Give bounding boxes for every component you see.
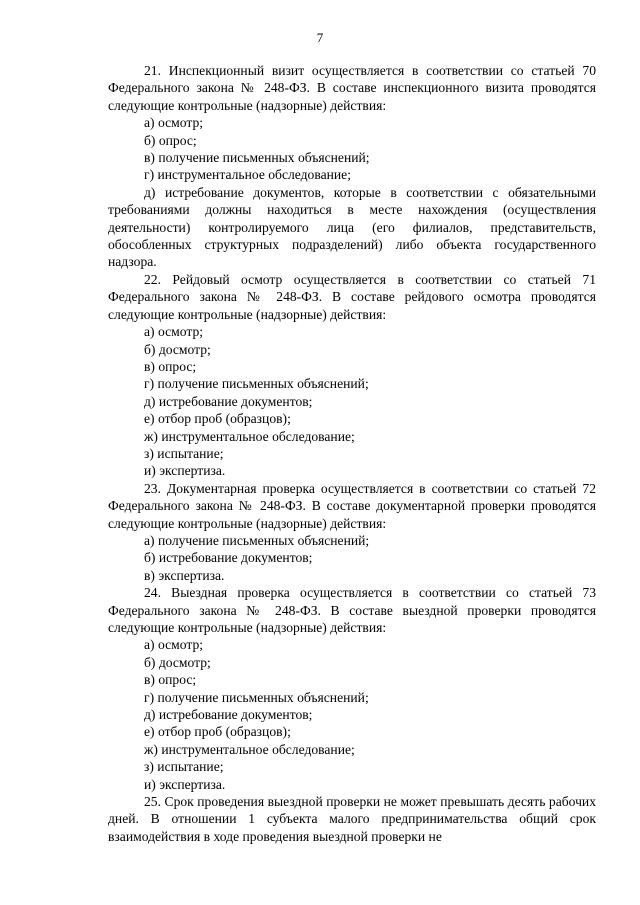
document-body: [108, 62, 596, 845]
paragraph: 24. Выездная проверка осуществляется в соответствии со статьей 73 Федерального закона № 248-ФЗ. В составе выездной проверки проводятся следующие контрольные (надзорные) действия:: [108, 585, 596, 635]
list-item: и) экспертиза.: [144, 463, 226, 479]
list-item: б) досмотр;: [144, 341, 211, 357]
list-item: е) отбор проб (образцов);: [144, 411, 291, 427]
list-item: е) отбор проб (образцов);: [144, 724, 291, 740]
list-item: в) опрос;: [144, 672, 197, 688]
list-item: а) осмотр;: [144, 115, 204, 131]
paragraph: 25. Срок проведения выездной проверки не может превышать десять рабочих дней. В отношении 1 субъекта малого предпринимательства общий срок взаимодействия в ходе проведения выездной проверки не: [108, 794, 596, 844]
list-item: з) испытание;: [144, 445, 224, 461]
list-item: а) осмотр;: [144, 637, 204, 653]
list-item: д) истребование документов, которые в соответствии с обязательными требованиями должны находиться в месте нахождения (осуществления деятельности) контролируемого лица (его филиалов, представительств, обособленных структурных подразделений) либо объекта государственного надзора.: [108, 184, 596, 270]
list-item: г) инструментальное обследование;: [144, 167, 351, 183]
list-item: б) истребование документов;: [144, 550, 313, 566]
list-item: з) испытание;: [144, 759, 224, 775]
list-item: д) истребование документов;: [144, 393, 313, 409]
list-item: ж) инструментальное обследование;: [144, 428, 355, 444]
list-item: г) получение письменных объяснений;: [144, 376, 369, 392]
list-item: ж) инструментальное обследование;: [144, 741, 355, 757]
list-item: в) получение письменных объяснений;: [144, 150, 370, 166]
list-item: б) опрос;: [144, 132, 197, 148]
list-item: и) экспертиза.: [144, 776, 226, 792]
list-item: б) досмотр;: [144, 654, 211, 670]
list-item: в) опрос;: [144, 358, 197, 374]
paragraph: 23. Документарная проверка осуществляется в соответствии со статьей 72 Федерального закона № 248-ФЗ. В составе документарной проверки проводятся следующие контрольные (надзорные) действия:: [108, 480, 596, 531]
list-item: а) осмотр;: [144, 324, 204, 340]
list-item: а) получение письменных объяснений;: [144, 532, 370, 548]
page-number: 7: [316, 30, 324, 45]
list-item: в) экспертиза.: [144, 567, 225, 583]
list-item: д) истребование документов;: [144, 707, 313, 723]
paragraph: 22. Рейдовый осмотр осуществляется в соответствии со статьей 71 Федерального закона № 248-ФЗ. В составе рейдового осмотра проводятся следующие контрольные (надзорные) действия:: [108, 271, 596, 322]
list-item: г) получение письменных объяснений;: [144, 689, 369, 705]
paragraph: 21. Инспекционный визит осуществляется в соответствии со статьей 70 Федерального закона № 248-ФЗ. В составе инспекционного визита проводятся следующие контрольные (надзорные) действия:: [108, 63, 596, 113]
